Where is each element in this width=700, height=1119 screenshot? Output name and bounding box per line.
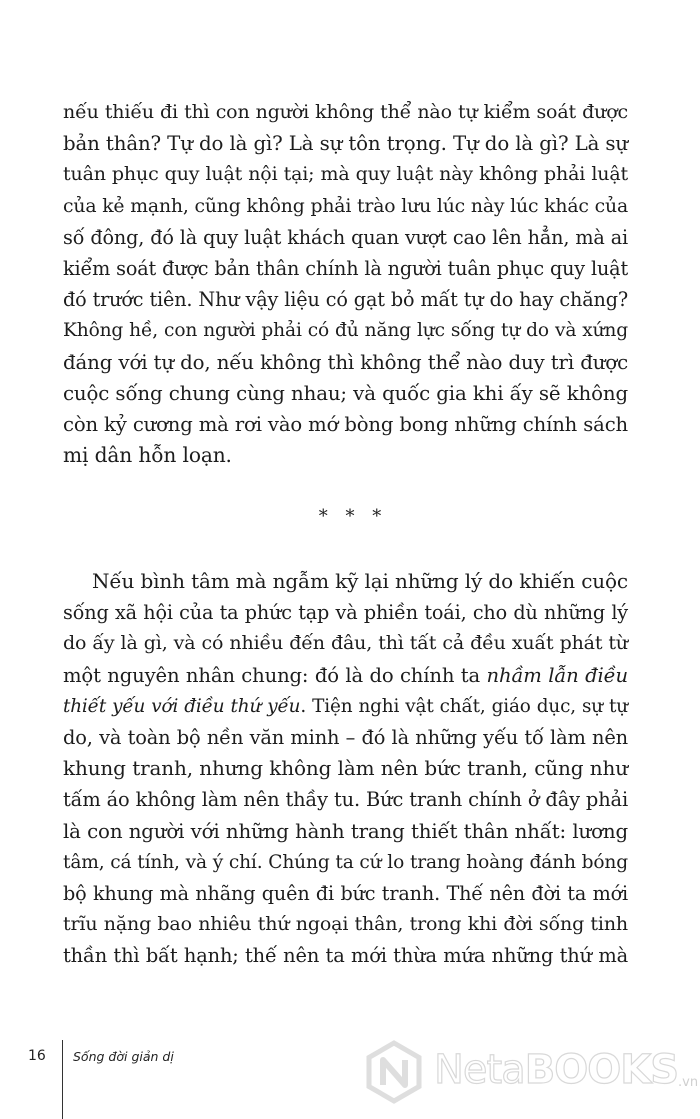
text-line: cuộc sống chung cùng nhau; và quốc gia khi ấy sẽ không [63, 381, 628, 405]
watermark-brand [434, 1047, 678, 1093]
text-line: tâm, cá tính, và ý chí. Chúng ta cứ lo trang hoàng đánh bóng [63, 851, 628, 873]
text-line: là con người với những hành trang thiết thân nhất: lương [63, 819, 628, 843]
watermark-brand-bold: BOOKS [524, 1047, 679, 1093]
text-line: của kẻ mạnh, cũng không phải trào lưu lúc này lúc khác của [63, 195, 628, 217]
running-title: Sống đời giản dị [73, 1049, 174, 1064]
page-number: 16 [28, 1048, 46, 1064]
text-line: bản thân? Tự do là gì? Là sự tôn trọng. Tự do là gì? Là sự [63, 132, 628, 156]
text-run: . Tiện nghi vật chất, giáo dục, sự tự [300, 695, 628, 717]
emphasis-text: thiết yếu với điều thứ yếu [63, 695, 301, 717]
text-line: mị dân hỗn loạn. [63, 443, 232, 468]
text-line: do, và toàn bộ nền văn minh – đó là những yếu tố làm nên [63, 725, 628, 749]
emphasis-text: nhầm lẫn điều [486, 663, 628, 687]
watermark-brand-light: Neta [434, 1047, 525, 1093]
text-line [63, 660, 628, 691]
text-line: do ấy là gì, và có nhiều đến đâu, thì tất cả đều xuất phát từ [63, 632, 628, 655]
section-separator: * * * [318, 506, 388, 527]
footer-divider [62, 1040, 63, 1119]
text-line: bộ khung mà nhãng quên đi bức tranh. Thế nên đời ta mới [63, 881, 628, 905]
watermark [362, 1038, 698, 1104]
netabooks-logo-icon [362, 1040, 426, 1104]
text-line: trĩu nặng bao nhiêu thứ ngoại thân, trong khi đời sống tinh [63, 913, 628, 936]
paragraph-1 [63, 97, 628, 471]
text-line: thần thì bất hạnh; thế nên ta mới thừa mứa những thứ mà [63, 944, 628, 968]
text-line: tấm áo không làm nên thầy tu. Bức tranh chính ở đây phải [63, 788, 628, 812]
text-line: nếu thiếu đi thì con người không thể nào tự kiểm soát được [63, 101, 628, 123]
text-line: khung tranh, nhưng không làm nên bức tranh, cũng như [63, 756, 628, 781]
text-line: Nếu bình tâm mà ngẫm kỹ lại những lý do khiến cuộc [92, 569, 628, 593]
text-line: Không hề, con người phải có đủ năng lực sống tự do và xứng [63, 320, 628, 342]
watermark-suffix: .vn [678, 1075, 699, 1090]
text-line: đáng với tự do, nếu không thì không thể nào duy trì được [63, 350, 628, 374]
text-line: tuân phục quy luật nội tại; mà quy luật này không phải luật [63, 163, 628, 186]
paragraph-2 [63, 566, 628, 971]
text-line: còn kỷ cương mà rơi vào mớ bòng bong những chính sách [63, 412, 628, 436]
text-line: đó trước tiên. Như vậy liệu có gạt bỏ mất tự do hay chăng? [63, 288, 628, 312]
text-line: sống xã hội của ta phức tạp và phiền toái, cho dù những lý [63, 601, 628, 625]
text-line [63, 691, 628, 722]
text-line: kiểm soát được bản thân chính là người tuân phục quy luật [63, 256, 628, 280]
text-line: số đông, đó là quy luật khách quan vượt cao lên hẳn, mà ai [63, 225, 628, 249]
text-run: một nguyên nhân chung: đó là do chính ta [63, 663, 487, 687]
